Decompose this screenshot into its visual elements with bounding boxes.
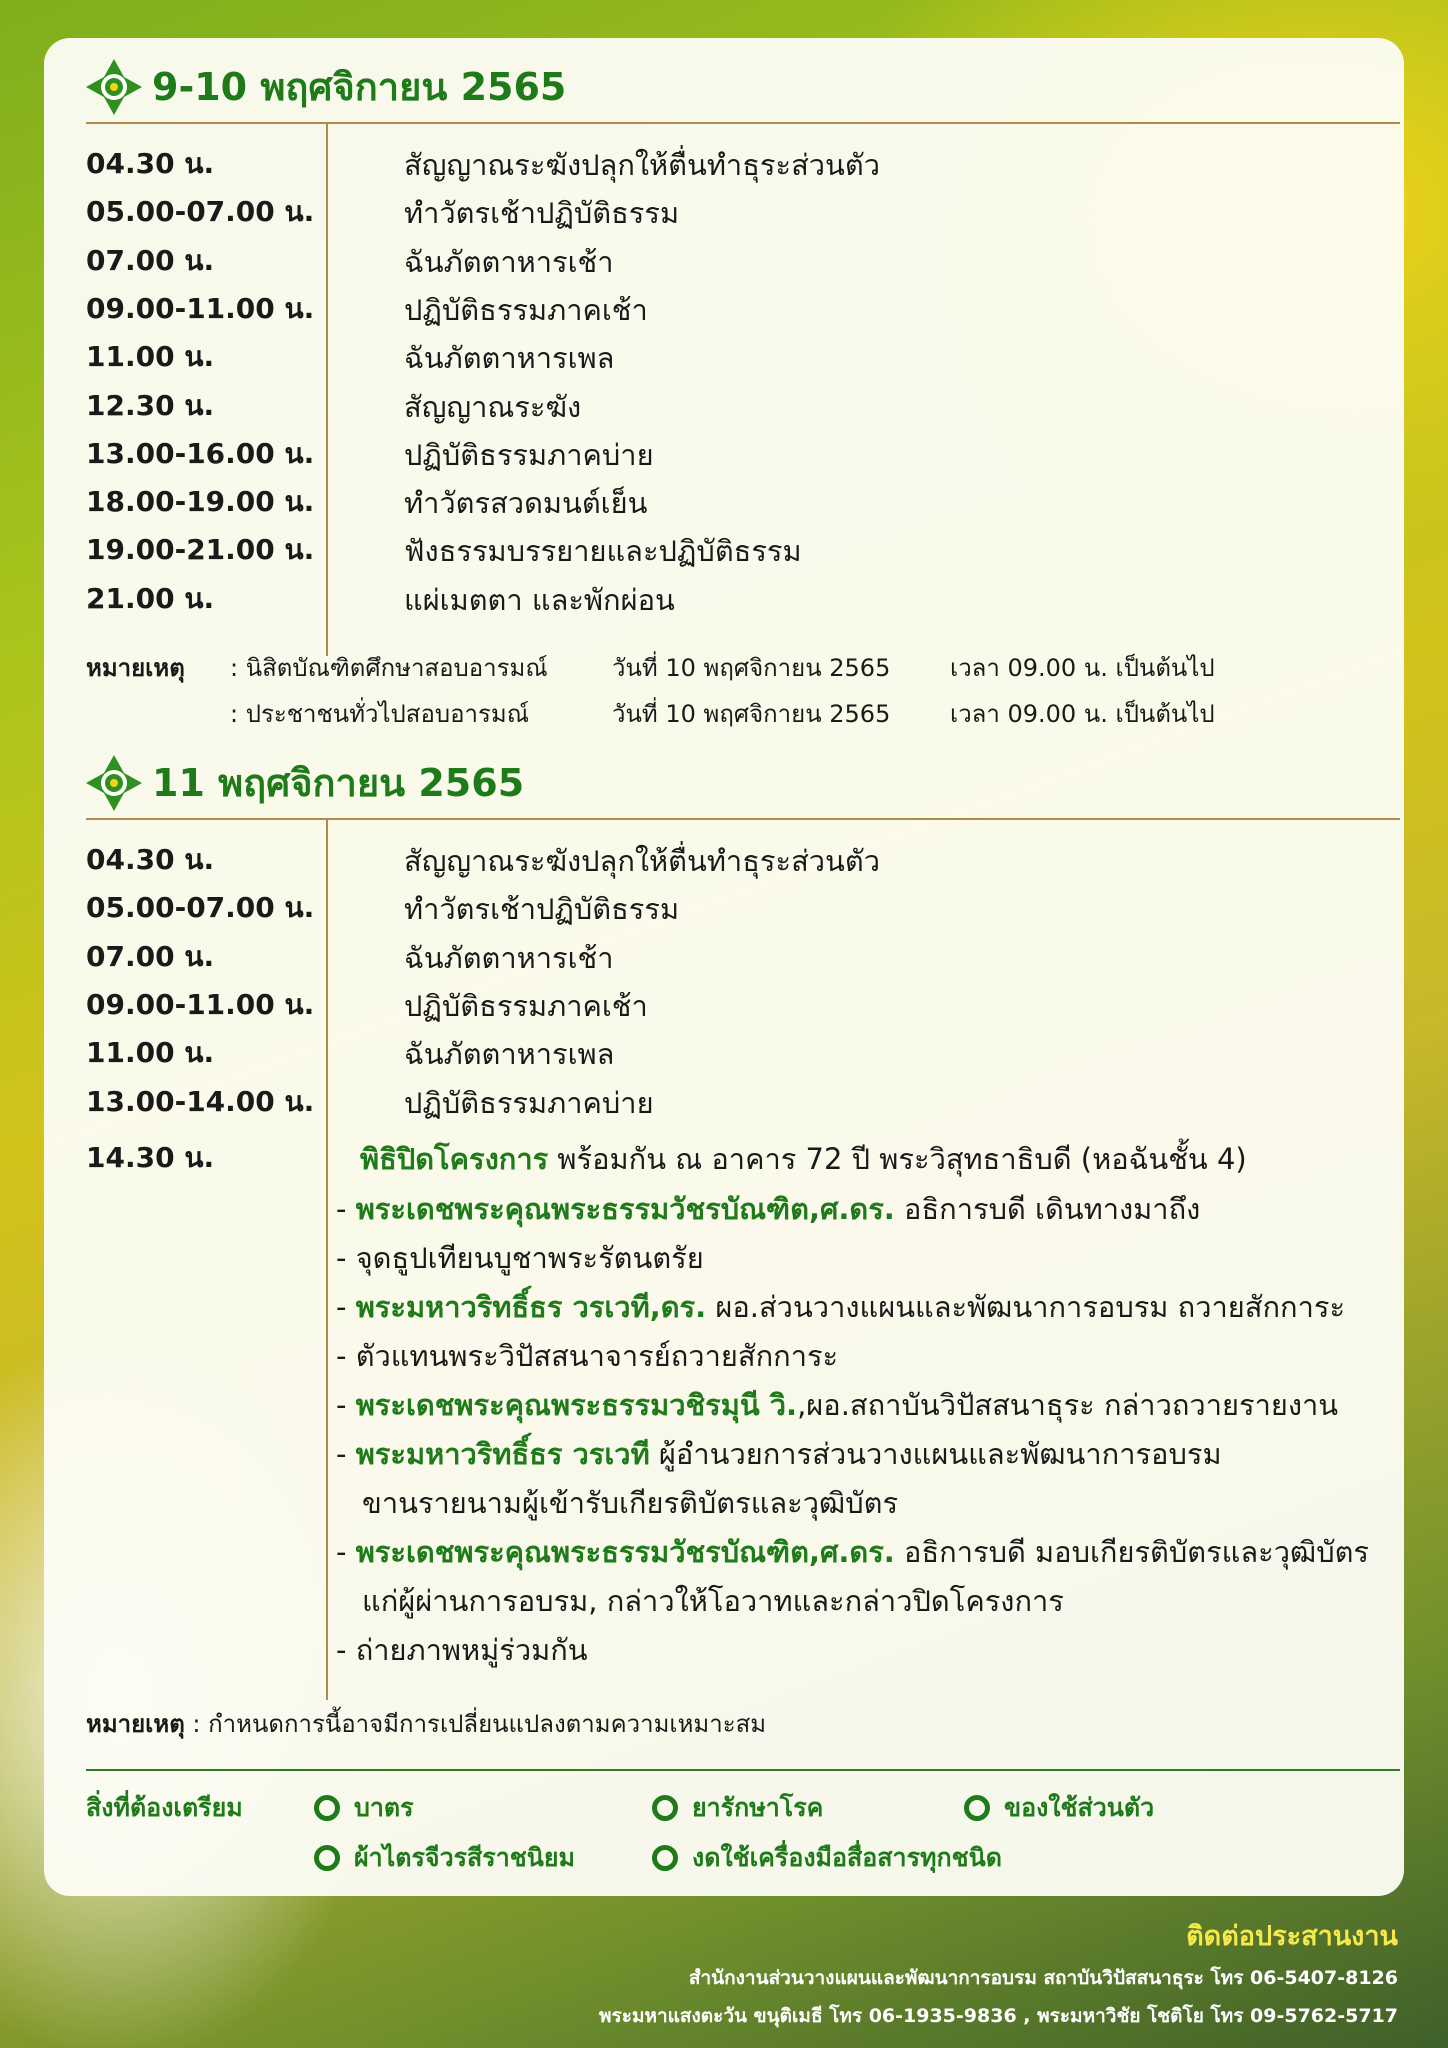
row-activity: ฉันภัตตาหารเพล	[404, 1037, 615, 1072]
item-dash: -	[336, 1192, 356, 1226]
closing-item-cont: แก่ผู้ผ่านการอบรม, กล่าวให้โอวาทและกล่าวปิดโครงการ	[362, 1584, 1064, 1618]
row-activity: ทำวัตรสวดมนต์เย็น	[404, 486, 648, 521]
schedule-row	[86, 239, 1386, 285]
schedule-row	[86, 1080, 1386, 1126]
closing-item	[336, 1235, 704, 1281]
closing-item	[336, 1186, 1200, 1232]
prepare-item	[652, 1788, 823, 1828]
row-time: 21.00 น.	[86, 581, 215, 615]
row-activity: ปฏิบัติธรรมภาคเช้า	[404, 988, 648, 1023]
schedule-row	[86, 528, 1386, 574]
section1-heading	[84, 56, 566, 117]
schedule-card	[44, 38, 1404, 1896]
schedule-row	[86, 335, 1386, 381]
item-name: พระเดชพระคุณพระธรรมวชิรมุนี วิ.	[355, 1388, 798, 1422]
schedule-row	[86, 287, 1386, 333]
item-dash: -	[336, 1437, 356, 1471]
row-time: 11.00 น.	[86, 340, 215, 374]
item-dash: -	[336, 1535, 356, 1569]
note-who: : นิสิตบัณฑิตศึกษาสอบอารมณ์	[230, 654, 548, 682]
item-name: พระมหาวริทธิ์ธร วรเวที,ดร.	[355, 1290, 707, 1324]
closing-activity: พิธิปิดโครงการ พร้อมกัน ณ อาคาร 72 ปี พระวิสุทธาธิบดี (หอฉันชั้น 4)	[360, 1142, 1247, 1176]
prepare-label: สิ่งที่ต้องเตรียม	[86, 1793, 243, 1822]
row-activity: ฉันภัตตาหารเช้า	[404, 940, 614, 975]
schedule-row	[86, 886, 1386, 932]
row-time: 19.00-21.00 น.	[86, 533, 315, 567]
contact-title: ติดต่อประสานงาน	[1186, 1921, 1398, 1952]
closing-item	[336, 1382, 1338, 1428]
row-activity: ปฏิบัติธรรมภาคบ่าย	[404, 1085, 654, 1120]
prepare-item-label: บาตร	[354, 1793, 414, 1822]
section2-rule	[86, 818, 1400, 820]
contact-line-2: พระมหาแสงตะวัน ขนุติเมธี โทร 06-1935-9836 , พระมหาวิชัย โชติโย โทร 09-5762-5717	[599, 2005, 1398, 2027]
item-name: พระเดชพระคุณพระธรรมวัชรบัณฑิต,ศ.ดร.	[355, 1192, 895, 1226]
section1-rule	[86, 122, 1400, 124]
schedule-row	[86, 432, 1386, 478]
row-activity: สัญญาณระฆัง	[404, 389, 582, 424]
row-time: 07.00 น.	[86, 243, 215, 277]
row-activity: ปฏิบัติธรรมภาคเช้า	[404, 292, 648, 327]
item-dash: -	[336, 1339, 356, 1373]
row-time: 18.00-19.00 น.	[86, 485, 315, 519]
row-time: 04.30 น.	[86, 843, 215, 876]
schedule-row	[86, 838, 1386, 884]
item-dash: -	[336, 1633, 356, 1667]
row-activity: สัญญาณระฆังปลุกให้ตื่นทำธุระส่วนตัว	[404, 844, 880, 878]
item-text: ,ผอ.สถาบันวิปัสสนาธุระ กล่าวถวายรายงาน	[797, 1388, 1339, 1422]
row-time: 11.00 น.	[86, 1036, 215, 1070]
ring-bullet-icon	[314, 1795, 340, 1821]
closing-time: 14.30 น.	[86, 1141, 215, 1174]
row-activity: สัญญาณระฆังปลุกให้ตื่นทำธุระส่วนตัว	[404, 148, 880, 182]
item-name: พระเดชพระคุณพระธรรมวัชรบัณฑิต,ศ.ดร.	[355, 1535, 895, 1569]
prepare-item-label: ของใช้ส่วนตัว	[1004, 1793, 1155, 1822]
schedule-row	[86, 577, 1386, 623]
row-activity: ฉันภัตตาหารเพล	[404, 341, 615, 376]
section1-note-label: หมายเหตุ	[86, 654, 185, 682]
closing-item	[336, 1627, 588, 1673]
prepare-item	[314, 1788, 414, 1828]
note-who: : ประชาชนทั่วไปสอบอารมณ์	[230, 700, 529, 728]
item-text: ตัวแทนพระวิปัสสนาจารย์ถวายสักการะ	[355, 1339, 839, 1373]
row-activity: ฟังธรรมบรรยายและปฏิบัติธรรม	[404, 534, 802, 569]
schedule-row	[86, 384, 1386, 430]
item-text: อธิการบดี มอบเกียรติบัตรและวุฒิบัตร	[894, 1535, 1370, 1569]
contact-block	[599, 1914, 1398, 2031]
prepare-item	[652, 1838, 1002, 1878]
closing-item	[336, 1431, 1222, 1477]
closing-item	[336, 1529, 1369, 1575]
item-text: ผอ.ส่วนวางแผนและพัฒนาการอบรม ถวายสักการะ	[706, 1290, 1346, 1324]
note-date: วันที่ 10 พฤศจิกายน 2565	[612, 700, 891, 728]
closing-row	[86, 1136, 1386, 1182]
item-dash: -	[336, 1290, 356, 1324]
note-time: เวลา 09.00 น. เป็นต้นไป	[950, 700, 1215, 728]
item-dash: -	[336, 1388, 356, 1422]
row-activity: แผ่เมตตา และพักผ่อน	[404, 582, 675, 617]
schedule-row	[86, 1031, 1386, 1077]
contact-line-1: สำนักงานส่วนวางแผนและพัฒนาการอบรม สถาบันวิปัสสนาธุระ โทร 06-5407-8126	[688, 1967, 1398, 1989]
schedule-row	[86, 480, 1386, 526]
row-time: 13.00-14.00 น.	[86, 1084, 315, 1118]
row-activity: ฉันภัตตาหารเช้า	[404, 244, 614, 279]
item-name: พระมหาวริทธิ์ธร วรเวที	[355, 1437, 650, 1471]
row-time: 07.00 น.	[86, 939, 215, 973]
note-date: วันที่ 10 พฤศจิกายน 2565	[612, 654, 891, 682]
row-time: 05.00-07.00 น.	[86, 195, 315, 229]
ring-bullet-icon	[314, 1845, 340, 1871]
row-activity: ทำวัตรเช้าปฏิบัติธรรม	[404, 196, 680, 231]
ring-bullet-icon	[652, 1795, 678, 1821]
item-text: อธิการบดี เดินทางมาถึง	[894, 1192, 1201, 1226]
section1-title: 9-10 พฤศจิกายน 2565	[152, 65, 567, 109]
section2-heading	[84, 752, 524, 813]
section2-note: หมายเหตุ : กำหนดการนี้อาจมีการเปลี่ยนแปลงตามความเหมาะสม	[86, 1710, 767, 1738]
row-time: 09.00-11.00 น.	[86, 291, 315, 325]
prepare-item-label: ยารักษาโรค	[692, 1793, 824, 1822]
ring-bullet-icon	[964, 1795, 990, 1821]
item-dash: -	[336, 1241, 356, 1275]
schedule-row	[86, 190, 1386, 236]
prepare-item	[314, 1838, 575, 1878]
prepare-item-label: งดใช้เครื่องมือสื่อสารทุกชนิด	[692, 1843, 1002, 1872]
row-activity: ปฏิบัติธรรมภาคบ่าย	[404, 437, 654, 472]
prepare-item	[964, 1788, 1154, 1828]
note-time: เวลา 09.00 น. เป็นต้นไป	[950, 654, 1215, 682]
row-time: 09.00-11.00 น.	[86, 987, 315, 1021]
row-time: 04.30 น.	[86, 147, 215, 180]
row-time: 13.00-16.00 น.	[86, 436, 315, 470]
thai-flower-ornament-icon	[84, 753, 144, 813]
closing-item-cont: ขานรายนามผู้เข้ารับเกียรติบัตรและวุฒิบัตร	[362, 1486, 899, 1520]
prepare-rule	[86, 1769, 1400, 1771]
thai-flower-ornament-icon	[84, 57, 144, 117]
closing-item	[336, 1284, 1345, 1330]
item-text: จุดธูปเทียนบูชาพระรัตนตรัย	[355, 1241, 704, 1275]
schedule-row	[86, 983, 1386, 1029]
row-activity: ทำวัตรเช้าปฏิบัติธรรม	[404, 892, 680, 927]
item-text: ถ่ายภาพหมู่ร่วมกัน	[355, 1633, 588, 1667]
ring-bullet-icon	[652, 1845, 678, 1871]
schedule-row	[86, 935, 1386, 981]
section2-title: 11 พฤศจิกายน 2565	[152, 761, 525, 805]
schedule-row	[86, 142, 1386, 188]
row-time: 05.00-07.00 น.	[86, 891, 315, 925]
item-text: ผู้อำนวยการส่วนวางแผนและพัฒนาการอบรม	[649, 1437, 1222, 1471]
row-time: 12.30 น.	[86, 388, 215, 422]
prepare-item-label: ผ้าไตรจีวรสีราชนิยม	[354, 1843, 575, 1872]
closing-item	[336, 1333, 838, 1379]
